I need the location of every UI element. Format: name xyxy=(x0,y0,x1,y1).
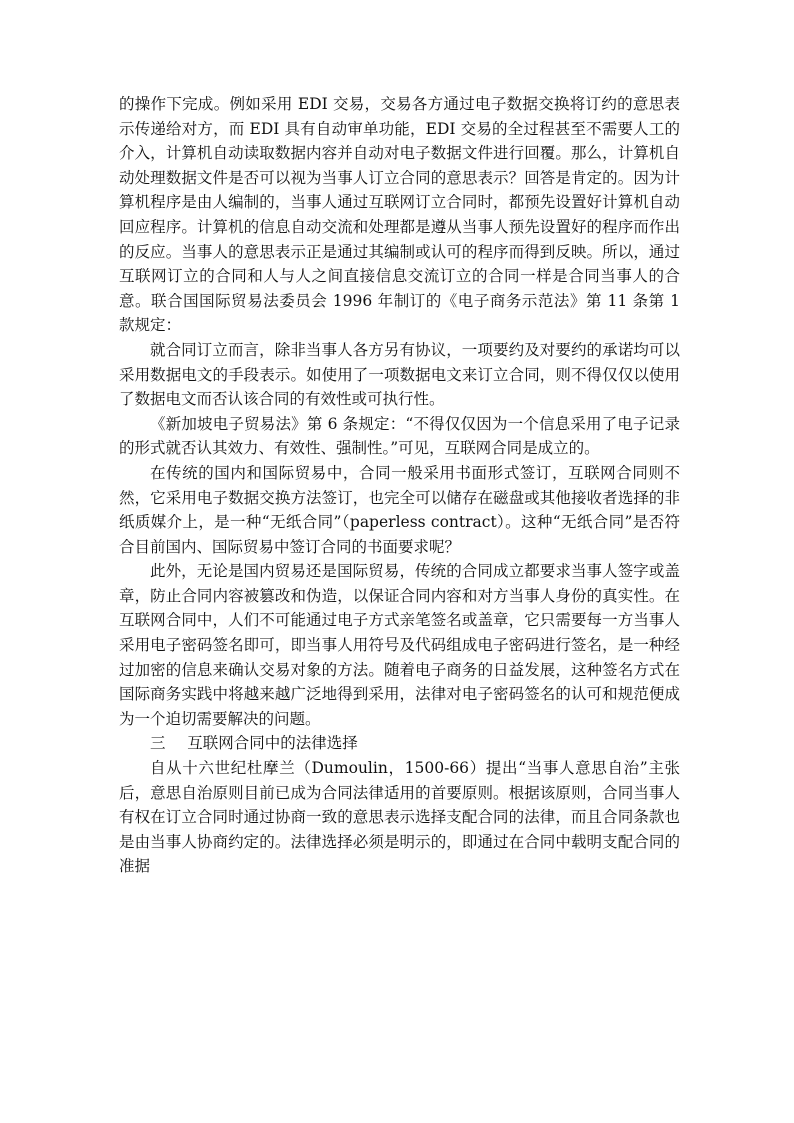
document-page xyxy=(119,92,680,879)
section-number: 三 xyxy=(150,734,166,753)
paragraph-party-autonomy: 自从十六世纪杜摩兰（Dumoulin，1500-66）提出“当事人意思自治”主张后，意思自治原则目前已成为合同法律适用的首要原则。根据该原则，合同当事人有权在订立合同时通过协商一致的意思表示选择支配合同的法律，而且合同条款也是由当事人协商约定的。法律选择必须是明示的，即通过在合同中载明支配合同的准据 xyxy=(119,759,680,876)
paragraph-electronic-signature: 此外，无论是国内贸易还是国际贸易，传统的合同成立都要求当事人签字或盖章，防止合同内容被篡改和伪造，以保证合同内容和对方当事人身份的真实性。在互联网合同中，人们不可能通过电子方式亲笔签名或盖章，它只需要每一方当事人采用电子密码签名即可，即当事人用符号及代码组成电子密码进行签名，是一种经过加密的信息来确认交易对象的方法。随着电子商务的日益发展，这种签名方式在国际商务实践中将越来越广泛地得到采用，法律对电子密码签名的认可和规范便成为一个迫切需要解决的问题。 xyxy=(119,562,680,728)
section-title: 互联网合同中的法律选择 xyxy=(187,734,358,753)
paragraph-paperless-contract: 在传统的国内和国际贸易中，合同一般采用书面形式签订，互联网合同则不然，它采用电子数据交换方法签订，也完全可以储存在磁盘或其他接收者选择的非纸质媒介上，是一种“无纸合同”（paperless contract）。这种“无纸合同”是否符合目前国内、国际贸易中签订合同的书面要求呢？ xyxy=(119,463,680,556)
quoted-model-law-provision: 就合同订立而言，除非当事人各方另有协议，一项要约及对要约的承诺均可以采用数据电文的手段表示。如使用了一项数据电文来订立合同，则不得仅仅以使用了数据电文而否认该合同的有效性或可执行性。 xyxy=(119,340,680,409)
section-heading xyxy=(119,731,680,756)
paragraph-singapore-law: 《新加坡电子贸易法》第 6 条规定：“不得仅仅因为一个信息采用了电子记录的形式就否认其效力、有效性、强制性。”可见，互联网合同是成立的。 xyxy=(119,414,680,458)
paragraph-edi-contract: 的操作下完成。例如采用 EDI 交易，交易各方通过电子数据交换将订约的意思表示传递给对方，而 EDI 具有自动审单功能，EDI 交易的全过程甚至不需要人工的介入，计算机自动读取数据内容并自动对电子数据文件进行回覆。那么，计算机自动处理数据文件是否可以视为当事人订立合同的意思表示？回答是肯定的。因为计算机程序是由人编制的，当事人通过互联网订立合同时，都预先设置好计算机自动回应程序。计算机的信息自动交流和处理都是遵从当事人预先设置好的程序而作出的反应。当事人的意思表示正是通过其编制或认可的程序而得到反映。所以，通过互联网订立的合同和人与人之间直接信息交流订立的合同一样是合同当事人的合意。联合国国际贸易法委员会 1996 年制订的《电子商务示范法》第 11 条第 1 款规定： xyxy=(119,95,680,335)
